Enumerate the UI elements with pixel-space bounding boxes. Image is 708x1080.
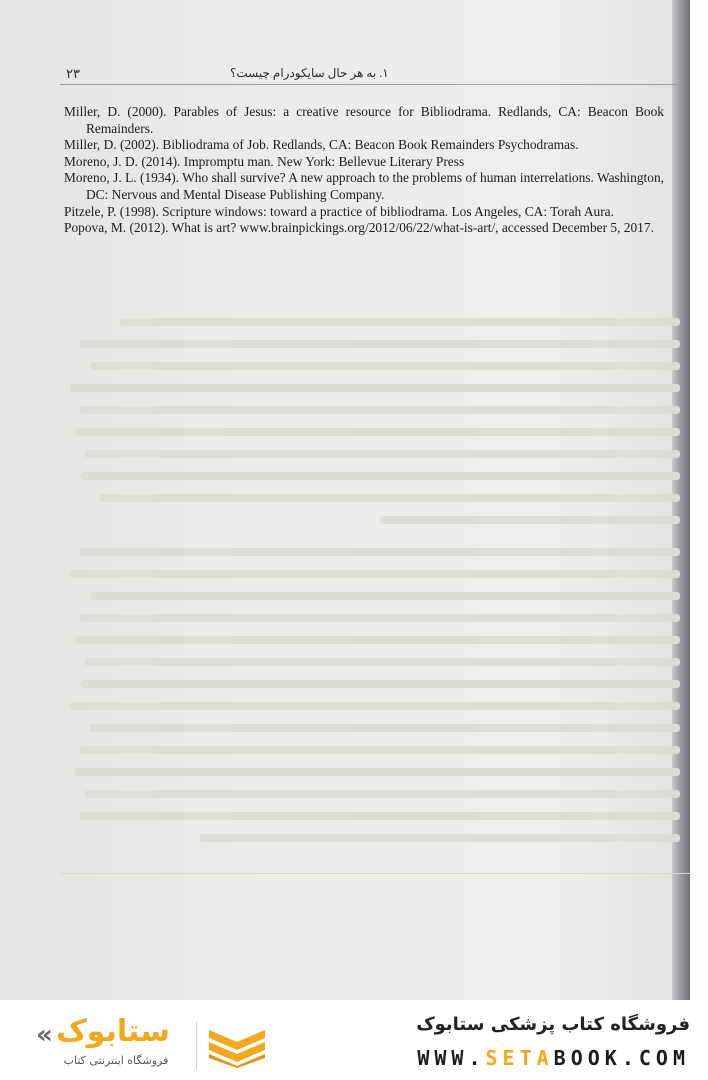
- running-header: [60, 64, 680, 85]
- reference-item: Pitzele, P. (1998). Scripture windows: toward a practice of bibliodrama. Los Angeles, CA: Torah Aura.: [64, 203, 614, 219]
- store-url[interactable]: [417, 1046, 690, 1070]
- bleed-through-footnote-rule: [60, 873, 690, 874]
- bleed-through-line: [70, 570, 680, 578]
- bleed-through-line: [90, 724, 680, 732]
- store-url-suffix: BOOK.COM: [553, 1046, 690, 1070]
- logo-tagline: فروشگاه اینترنتی کتاب: [63, 1054, 169, 1067]
- bleed-through-line: [75, 428, 680, 436]
- bleed-through-line: [80, 680, 680, 688]
- reference-item: Miller, D. (2002). Bibliodrama of Job. Redlands, CA: Beacon Book Remainders Psychodramas.: [64, 137, 579, 153]
- bleed-through-line: [80, 614, 680, 622]
- store-url-prefix: WWW.: [417, 1046, 486, 1070]
- bleed-through-line: [90, 592, 680, 600]
- bleed-through-line: [80, 548, 680, 556]
- bleed-through-line: [70, 384, 680, 392]
- store-name: فروشگاه کتاب پزشکی ستابوک: [416, 1014, 690, 1035]
- bleed-through-line: [200, 834, 680, 842]
- page-number: ۲۳: [66, 66, 80, 81]
- reference-item: Moreno, J. L. (1934). Who shall survive? A new approach to the problems of human interrelations. Washington, DC: Nervous and Mental Disease Publishing Company.: [64, 170, 664, 202]
- bleed-through-line: [80, 340, 680, 348]
- store-url-highlight: SETA: [485, 1046, 554, 1070]
- bleed-through-line: [85, 790, 680, 798]
- bleed-through-line: [75, 636, 680, 644]
- bleed-through-line: [80, 812, 680, 820]
- reference-list: [64, 104, 664, 237]
- bleed-through-text: [60, 318, 680, 958]
- watermark-footer: [0, 1000, 708, 1080]
- bleed-through-line: [80, 746, 680, 754]
- logo-arrows-icon: «: [36, 1020, 53, 1050]
- bleed-through-line: [80, 472, 680, 480]
- chapter-title: ۱. به هر حال سایکودرام چیست؟: [230, 66, 389, 80]
- logo-wordmark: ستابوک: [56, 1014, 170, 1049]
- bleed-through-line: [85, 658, 680, 666]
- bleed-through-line: [85, 450, 680, 458]
- bleed-through-line: [80, 406, 680, 414]
- reference-item: Moreno, J. D. (2014). Impromptu man. New York: Bellevue Literary Press: [64, 153, 465, 169]
- bleed-through-line: [75, 768, 680, 776]
- reference-item: Popova, M. (2012). What is art? www.brainpickings.org/2012/06/22/what-is-art/, accessed December 5, 2017.: [64, 220, 654, 236]
- reference-item: Miller, D. (2000). Parables of Jesus: a creative resource for Bibliodrama. Redlands, CA: Beacon Book Remainders.: [64, 104, 664, 136]
- bleed-through-line: [70, 702, 680, 710]
- bleed-through-line: [100, 494, 680, 502]
- logo-divider: [196, 1022, 197, 1070]
- bleed-through-line: [90, 362, 680, 370]
- book-stack-logo-icon: [205, 1024, 269, 1068]
- bleed-through-line: [380, 516, 680, 524]
- bleed-through-line: [120, 318, 680, 326]
